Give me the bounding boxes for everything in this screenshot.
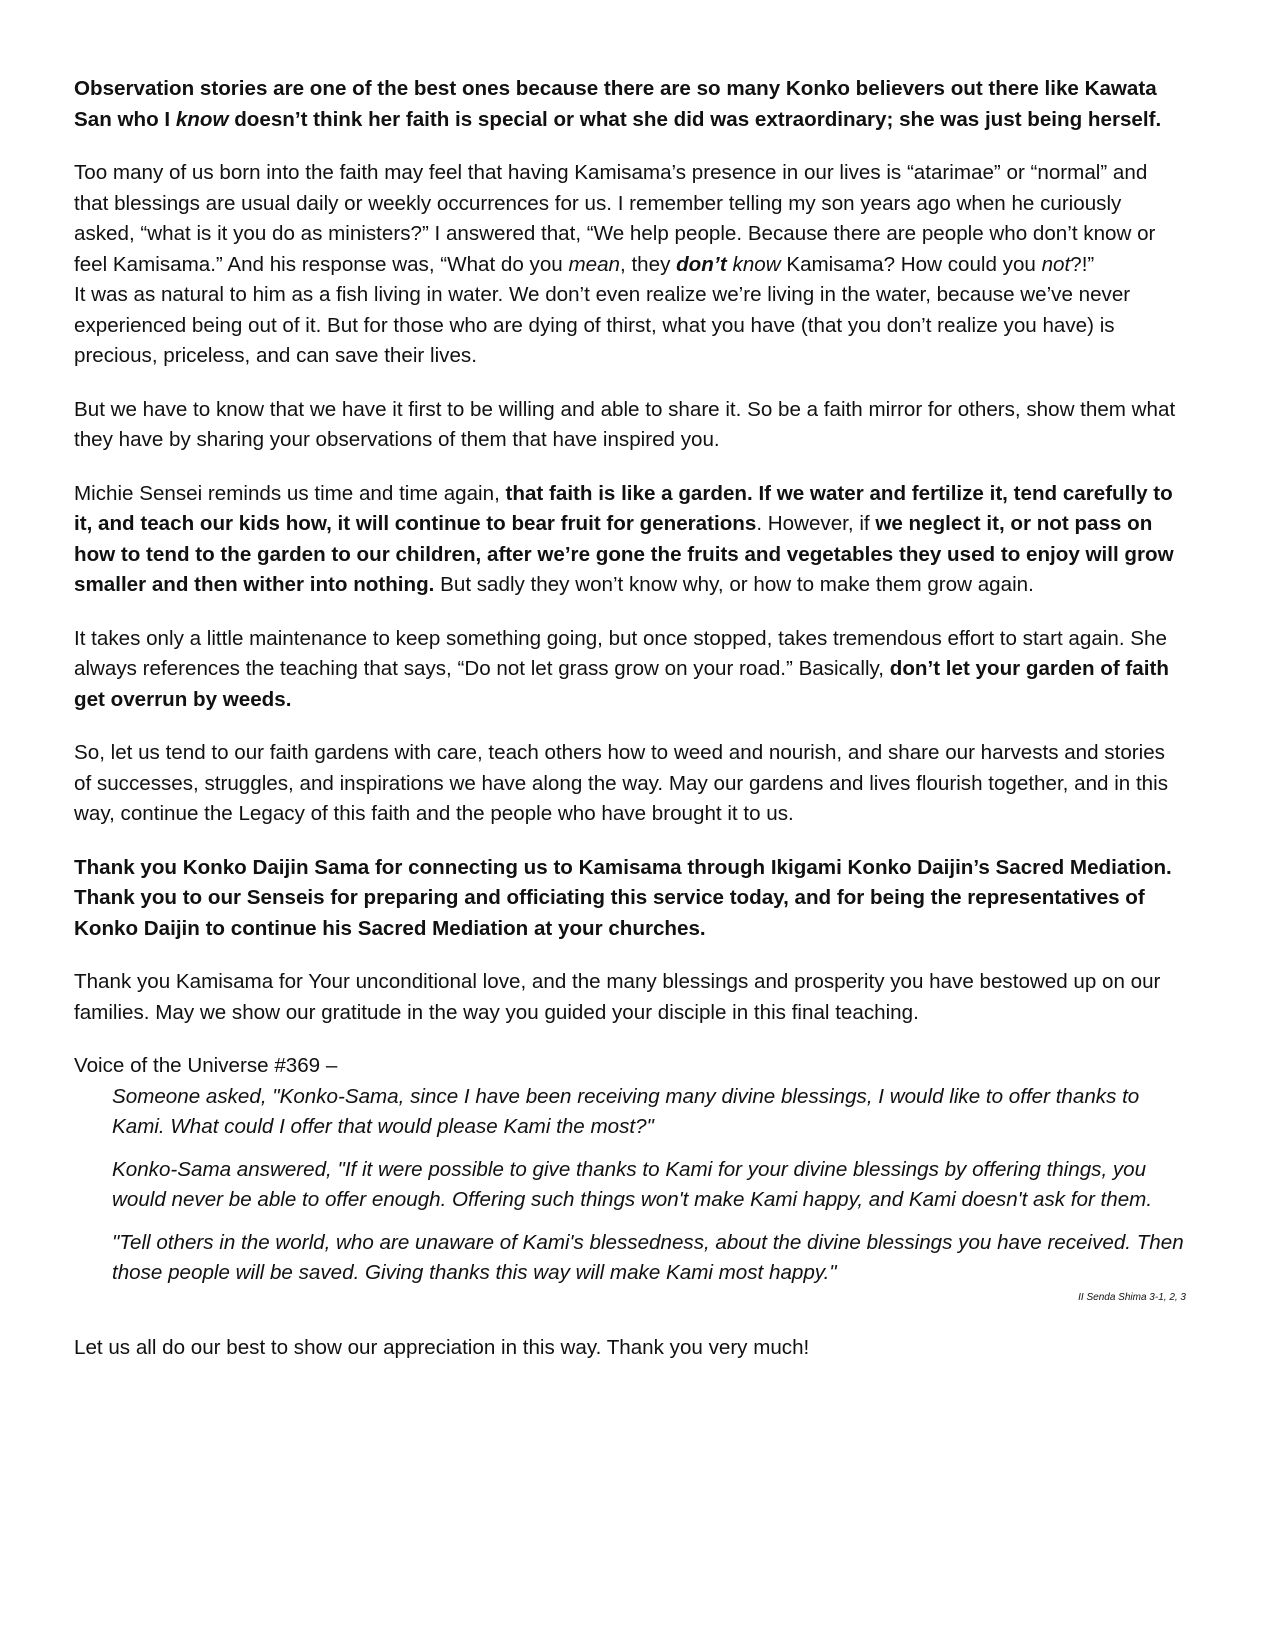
quote-heading: Voice of the Universe #369 – — [74, 1054, 338, 1077]
document-page — [74, 74, 1186, 1386]
quote-line-3: "Tell others in the world, who are unaware of Kami's blessedness, about the divine blessings you have received. Then those people will be saved. Giving thanks this way will make Kami most happy." — [112, 1230, 1184, 1284]
paragraph-faith-mirror: But we have to know that we have it first to be willing and able to share it. So be a faith mirror for others, show them what they have by sharing your observations of them that have inspired you. — [74, 397, 1176, 451]
paragraph-observation-stories: Observation stories are one of the best ones because there are so many Konko believers out there like Kawata San who I know doesn’t think her faith is special or what she did was extraordinary; she was just being herself. — [74, 77, 1162, 131]
paragraph-faith-garden: Michie Sensei reminds us time and time again, that faith is like a garden. If we water and fertilize it, tend carefully to it, and teach our kids how, it will continue to bear fruit for generations. However, if we neglect it, or not pass on how to tend to the garden to our children, after we’re gone the fruits and vegetables they used to enjoy will grow smaller and then wither into nothing. But sadly they won’t know why, or how to make them grow again. — [74, 481, 1174, 596]
paragraph-closing: Let us all do our best to show our appreciation in this way. Thank you very much! — [74, 1335, 810, 1359]
paragraph-fish-in-water: It was as natural to him as a fish living in water. We don’t even realize we’re living in the water, because we’ve never experienced being out of it. But for those who are dying of thirst, what you have (that you don’t realize you have) is precious, priceless, and can save their lives. — [74, 283, 1131, 367]
quote-line-1: Someone asked, "Konko-Sama, since I have been receiving many divine blessings, I would like to offer thanks to Kami. What could I offer that would please Kami the most?" — [112, 1084, 1140, 1138]
scripture-quote — [112, 1082, 1186, 1289]
paragraph-thank-konko-daijin: Thank you Konko Daijin Sama for connecting us to Kamisama through Ikigami Konko Daijin’s Sacred Mediation. Thank you to our Senseis for preparing and officiating this service today, and for being the representatives of Konko Daijin to continue his Sacred Mediation at your churches. — [74, 855, 1172, 940]
quote-line-2: Konko-Sama answered, "If it were possible to give thanks to Kami for your divine blessings by offering things, you would never be able to offer enough. Offering such things won't make Kami happy, and Kami doesn't ask for them. — [112, 1157, 1153, 1211]
paragraph-thank-kamisama: Thank you Kamisama for Your unconditional love, and the many blessings and prosperity you have bestowed up on our families. May we show our gratitude in the way you guided your disciple in this final teaching. — [74, 970, 1161, 1024]
quote-source: II Senda Shima 3-1, 2, 3 — [1078, 1291, 1186, 1303]
paragraph-maintenance: It takes only a little maintenance to keep something going, but once stopped, takes tremendous effort to start again. She always references the teaching that says, “Do not let grass grow on your road.” Basically, don’t let your garden of faith get overrun by weeds. — [74, 626, 1169, 711]
paragraph-tend-gardens: So, let us tend to our faith gardens with care, teach others how to weed and nourish, and share our harvests and stories of successes, struggles, and inspirations we have along the way. May our gardens and lives flourish together, and in this way, continue the Legacy of this faith and the people who have brought it to us. — [74, 741, 1168, 825]
paragraph-born-into-faith: Too many of us born into the faith may feel that having Kamisama’s presence in our lives is “atarimae” or “normal” and that blessings are usual daily or weekly occurrences for us. I remember telling my son years ago when he curiously asked, “what is it you do as ministers?” I answered that, “We help people. Because there are people who don’t know or feel Kamisama.” And his response was, “What do you mean, they don’t know Kamisama? How could you not?!” — [74, 161, 1156, 276]
